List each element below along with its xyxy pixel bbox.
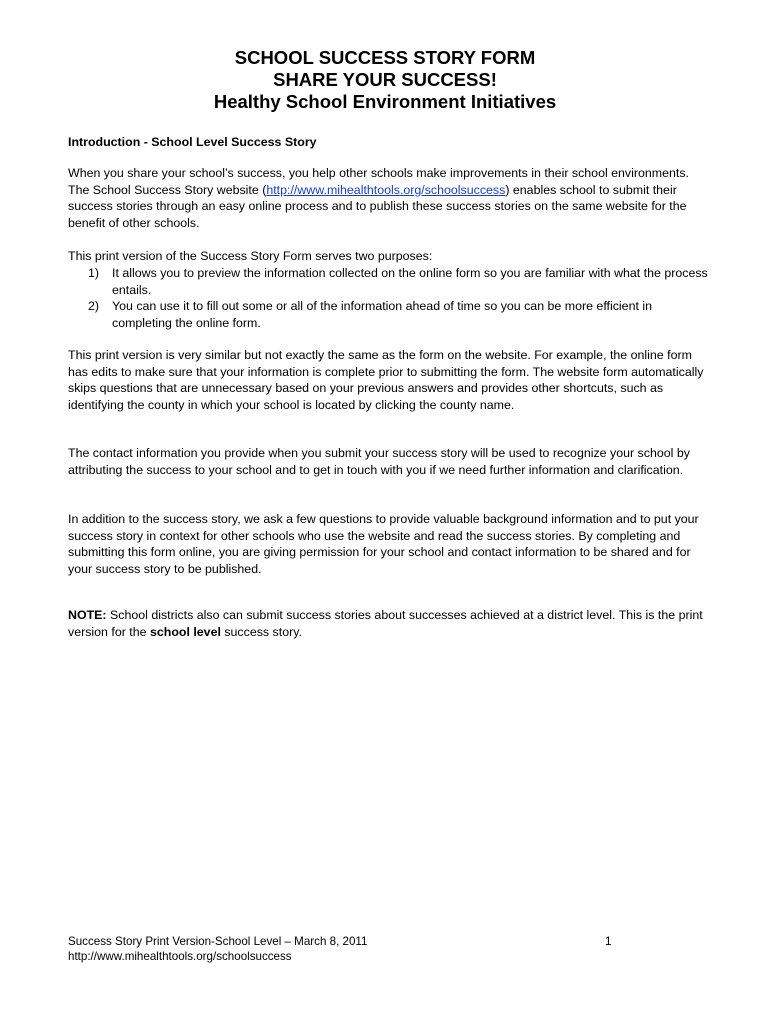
form-title: SCHOOL SUCCESS STORY FORM (234, 47, 536, 68)
purposes-list (68, 265, 708, 331)
note-label: NOTE: (68, 608, 107, 622)
list-item-text: You can use it to fill out some or all of the information ahead of time so you can be more efficient in completing the online form. (112, 299, 652, 330)
paragraph-text: When you share your school’s success, you help other schools make improvements in their school environments. The School Success Story website ( (68, 166, 689, 197)
initiative-title: Healthy School Environment Initiatives (213, 91, 557, 112)
paragraph-background: In addition to the success story, we ask a few questions to provide valuable background information and to put your success story in context for other schools who use the website and read the success stories. By completing and submitting this form online, you are giving permission for your school and contact information to be shared and for your success story to be published. (68, 512, 699, 576)
paragraph-print-version: This print version is very similar but not exactly the same as the form on the website. For example, the online form has edits to make sure that your information is complete prior to submitting the form. The website form automatically skips questions that are unnecessary based on your previous answers and provides other shortcuts, such as identifying the county in which your school is located by clicking the county name. (68, 348, 704, 412)
footer-line (68, 934, 628, 949)
note-text: School districts also can submit success stories about successes achieved at a district level. This is the print version for the (68, 608, 703, 639)
list-item (68, 298, 708, 331)
footer-version: Success Story Print Version-School Level – March 8, 2011 (68, 935, 368, 948)
list-item (68, 265, 708, 298)
footer-url: http://www.mihealthtools.org/schoolsuccess (68, 950, 292, 963)
paragraph-text: ) enables school to submit their success stories through an easy online process and to publish these success stories on the same website for the benefit of other schools. (68, 182, 687, 230)
paragraph-contact-info: The contact information you provide when you submit your success story will be used to recognize your school by attributing the success to your school and to get in touch with you if we need further information and clarification. (68, 446, 690, 477)
website-link[interactable]: http://www.mihealthtools.org/schoolsuccess (266, 182, 506, 197)
form-subtitle: SHARE YOUR SUCCESS! (273, 69, 497, 90)
note-text: success story. (220, 624, 302, 639)
list-item-number: 1) (88, 266, 100, 280)
note-paragraph (68, 607, 708, 640)
page-number: 1 (605, 935, 612, 948)
list-item-text: It allows you to preview the information collected on the online form so you are familiar with what the process entails. (112, 266, 708, 297)
paragraph-purposes-intro: This print version of the Success Story Form serves two purposes: (68, 249, 433, 263)
paragraph-share-success (68, 165, 708, 231)
page-footer (68, 934, 628, 964)
note-bold-text: school level (149, 624, 221, 639)
title-block (0, 47, 770, 113)
list-item-number: 2) (88, 299, 100, 314)
intro-heading: Introduction - School Level Success Story (68, 135, 317, 149)
